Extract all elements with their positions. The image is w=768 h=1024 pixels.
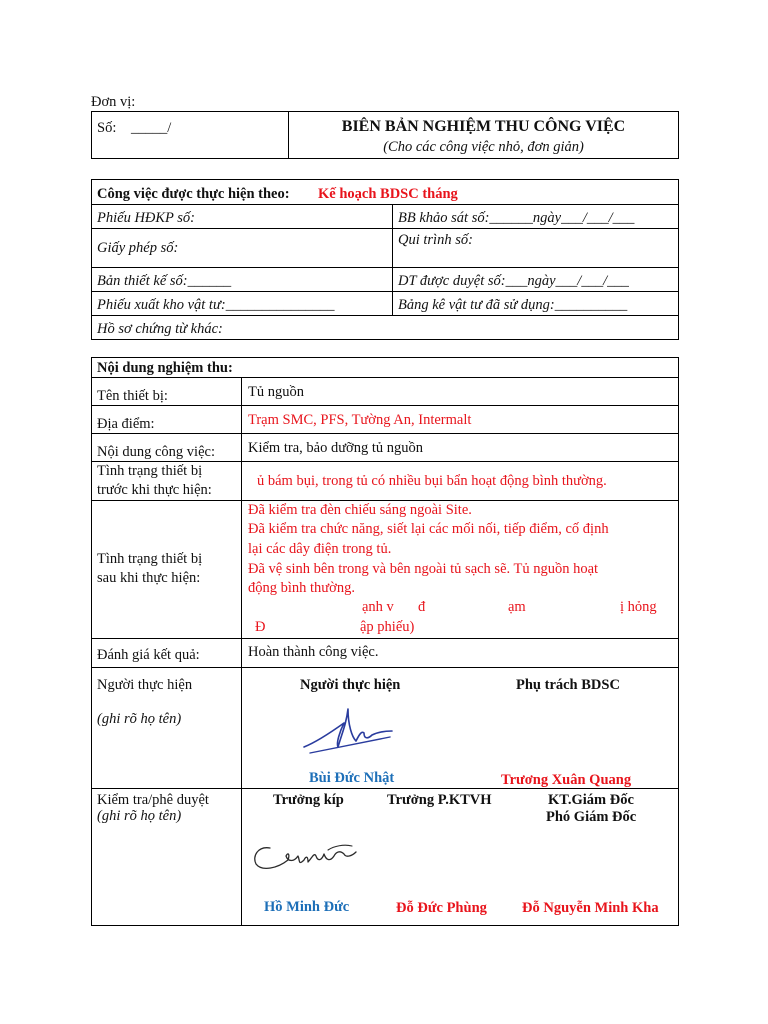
- so-value: _____/: [131, 120, 172, 136]
- after-line: Đã vệ sinh bên trong và bên ngoài tủ sạch sẽ. Tủ nguồn hoạt: [248, 561, 599, 577]
- content-line: [91, 638, 679, 639]
- basis-line: [91, 291, 679, 292]
- basis-value: Kế hoạch BDSC tháng: [318, 186, 458, 202]
- ktvh-name: Đỗ Đức Phùng: [396, 900, 487, 916]
- phieu-xuat-kho: Phiếu xuất kho vật tư:_______________: [97, 297, 335, 313]
- basis-label: Công việc được thực hiện theo:: [97, 186, 290, 202]
- content-line: [91, 377, 679, 378]
- after-label-2: sau khi thực hiện:: [97, 570, 201, 586]
- after-line: động bình thường.: [248, 580, 355, 596]
- ban-thiet-ke: Bản thiết kế số:______: [97, 273, 232, 289]
- bb-khao-sat: BB khảo sát số:______ngày___/___/___: [398, 210, 635, 226]
- content-line: [91, 667, 679, 668]
- after-fragment: ập phiếu): [360, 619, 415, 635]
- col-deputy: Phó Giám Đốc: [546, 809, 637, 825]
- col-ktvh: Trưởng P.KTVH: [387, 792, 492, 808]
- col-performer: Người thực hiện: [300, 677, 401, 693]
- eval-value: Hoàn thành công việc.: [248, 644, 379, 660]
- row-value-location: Trạm SMC, PFS, Tường An, Intermalt: [248, 412, 472, 428]
- after-label-1: Tình trạng thiết bị: [97, 551, 203, 567]
- qui-trinh: Qui trình số:: [398, 232, 473, 248]
- supervisor-name: Trương Xuân Quang: [501, 772, 632, 788]
- shift-signature-icon: [248, 836, 372, 878]
- row-label-location: Địa điểm:: [97, 416, 155, 432]
- so-label: Số:: [97, 120, 117, 136]
- after-line: lại các dây điện trong tủ.: [248, 541, 392, 557]
- col-director: KT.Giám Đốc: [548, 792, 634, 808]
- after-fragment: ạm: [508, 599, 526, 615]
- col-supervisor: Phụ trách BDSC: [516, 677, 620, 693]
- document-title: BIÊN BẢN NGHIỆM THU CÔNG VIỆC: [341, 118, 626, 135]
- after-line: Đã kiểm tra chức năng, siết lại các mối nối, tiếp điểm, cố định: [248, 521, 609, 537]
- performer-label: Người thực hiện: [97, 677, 193, 693]
- before-label-1: Tình trạng thiết bị: [97, 463, 203, 479]
- after-fragment: đ: [418, 599, 426, 615]
- performer-note: (ghi rõ họ tên): [97, 711, 182, 727]
- after-fragment: ạnh v: [362, 599, 394, 615]
- dt-duoc-duyet: DT được duyệt số:___ngày___/___/___: [398, 273, 629, 289]
- basis-line: [91, 204, 679, 205]
- basis-line: [91, 267, 679, 268]
- after-fragment: ị hỏng: [620, 599, 657, 615]
- eval-label: Đánh giá kết quả:: [97, 647, 200, 663]
- performer-name: Bùi Đức Nhật: [309, 770, 395, 786]
- giay-phep: Giấy phép số:: [97, 240, 179, 256]
- phieu-hdkp: Phiếu HĐKP số:: [97, 210, 196, 226]
- content-heading: Nội dung nghiệm thu:: [97, 360, 233, 376]
- director-name: Đỗ Nguyễn Minh Kha: [522, 900, 659, 916]
- row-value-device: Tủ nguồn: [248, 384, 304, 400]
- after-line: Đã kiểm tra đèn chiếu sáng ngoài Site.: [248, 502, 472, 518]
- after-fragment: Đ: [255, 619, 266, 635]
- before-value: ủ bám bụi, trong tủ có nhiều bụi bẩn hoạt động bình thường.: [257, 473, 607, 489]
- basis-line: [91, 228, 679, 229]
- row-label-work: Nội dung công việc:: [97, 444, 215, 460]
- content-divider: [241, 377, 242, 926]
- document-subtitle: (Cho các công việc nhỏ, đơn giản): [383, 139, 584, 155]
- basis-line: [91, 315, 679, 316]
- review-label: Kiểm tra/phê duyệt: [97, 792, 209, 808]
- content-line: [91, 433, 679, 434]
- row-label-device: Tên thiết bị:: [97, 388, 168, 404]
- ho-so-chung-tu: Hồ sơ chứng từ khác:: [97, 321, 223, 337]
- review-note: (ghi rõ họ tên): [97, 808, 182, 824]
- don-vi-label: Đơn vị:: [91, 94, 136, 110]
- row-value-work: Kiểm tra, bảo dưỡng tủ nguồn: [248, 440, 423, 456]
- bang-ke-vat-tu: Bảng kê vật tư đã sử dụng:__________: [398, 297, 628, 313]
- col-shift: Trưởng kíp: [273, 792, 344, 808]
- performer-signature-icon: [300, 703, 396, 763]
- shift-name: Hồ Minh Đức: [264, 899, 350, 915]
- basis-divider: [392, 204, 393, 315]
- before-label-2: trước khi thực hiện:: [97, 482, 212, 498]
- content-line: [91, 405, 679, 406]
